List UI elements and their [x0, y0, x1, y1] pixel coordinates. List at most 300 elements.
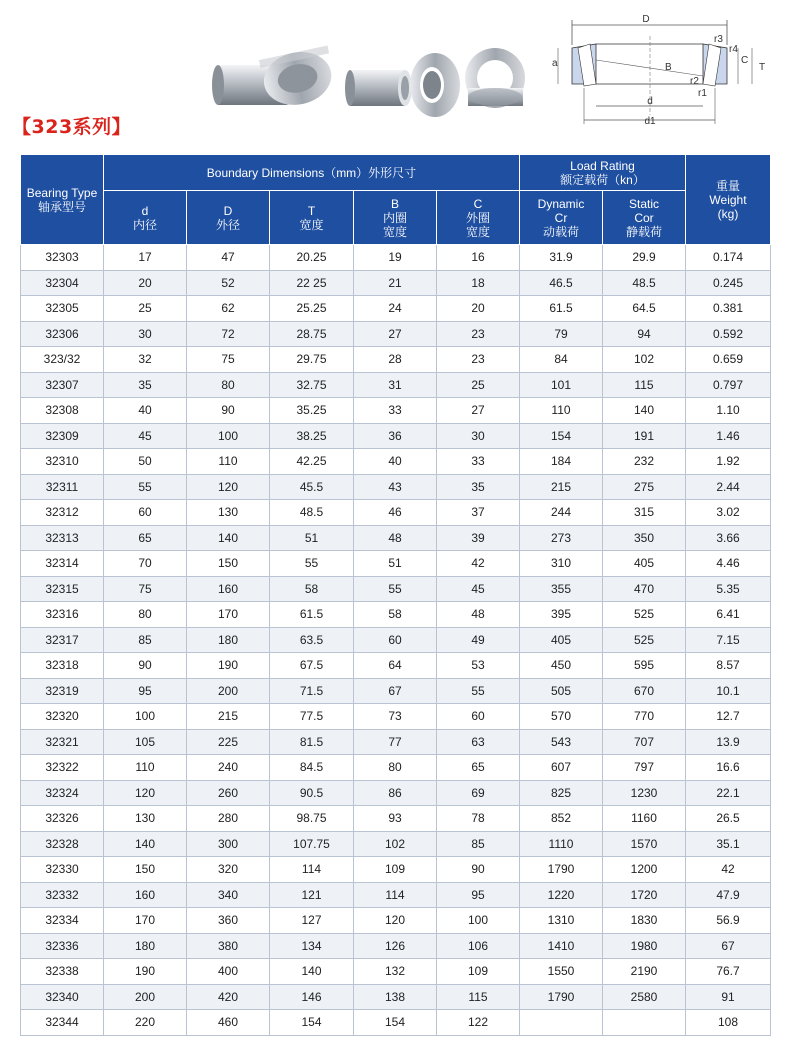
svg-text:T: T — [759, 62, 766, 73]
cell-static-load: 94 — [603, 321, 686, 347]
cell-static-load: 470 — [603, 576, 686, 602]
cell-bearing-type: 32317 — [21, 627, 104, 653]
svg-text:r1: r1 — [698, 88, 707, 99]
cell-width-t: 146 — [270, 984, 354, 1010]
cell-static-load: 2190 — [603, 959, 686, 985]
cell-static-load: 350 — [603, 525, 686, 551]
table-row — [21, 551, 771, 577]
cell-inner-ring-width-b: 138 — [354, 984, 437, 1010]
cell-inner-diameter: 30 — [104, 321, 187, 347]
cell-weight: 3.66 — [686, 525, 771, 551]
cell-bearing-type: 32311 — [21, 474, 104, 500]
cell-dynamic-load: 505 — [520, 678, 603, 704]
cell-inner-ring-width-b: 77 — [354, 729, 437, 755]
cell-weight: 16.6 — [686, 755, 771, 781]
cell-inner-diameter: 17 — [104, 245, 187, 271]
cell-inner-ring-width-b: 21 — [354, 270, 437, 296]
cell-inner-diameter: 140 — [104, 831, 187, 857]
cell-inner-diameter: 160 — [104, 882, 187, 908]
cell-bearing-type: 32321 — [21, 729, 104, 755]
cell-static-load — [603, 1010, 686, 1036]
cell-inner-diameter: 60 — [104, 500, 187, 526]
table-row — [21, 500, 771, 526]
svg-text:a: a — [552, 58, 558, 69]
cell-outer-diameter: 110 — [187, 449, 270, 475]
cell-outer-diameter: 130 — [187, 500, 270, 526]
cell-inner-ring-width-b: 80 — [354, 755, 437, 781]
cell-bearing-type: 32322 — [21, 755, 104, 781]
header-c-label: C 外圈 宽度 — [465, 196, 490, 239]
cell-inner-diameter: 95 — [104, 678, 187, 704]
cell-inner-ring-width-b: 55 — [354, 576, 437, 602]
cell-width-t: 42.25 — [270, 449, 354, 475]
header-t-label: T 宽度 — [299, 203, 324, 232]
cell-outer-diameter: 340 — [187, 882, 270, 908]
cell-width-t: 67.5 — [270, 653, 354, 679]
header-weight — [686, 155, 771, 245]
cell-dynamic-load: 1790 — [520, 857, 603, 883]
table-row — [21, 576, 771, 602]
svg-text:r2: r2 — [690, 76, 699, 87]
cell-inner-ring-width-b: 126 — [354, 933, 437, 959]
cell-static-load: 1200 — [603, 857, 686, 883]
cell-bearing-type: 32334 — [21, 908, 104, 934]
cell-inner-diameter: 110 — [104, 755, 187, 781]
cell-dynamic-load: 215 — [520, 474, 603, 500]
cell-inner-ring-width-b: 48 — [354, 525, 437, 551]
cell-width-t: 77.5 — [270, 704, 354, 730]
cell-inner-ring-width-b: 86 — [354, 780, 437, 806]
cell-width-t: 51 — [270, 525, 354, 551]
cell-width-t: 90.5 — [270, 780, 354, 806]
cell-dynamic-load: 1110 — [520, 831, 603, 857]
cell-inner-diameter: 35 — [104, 372, 187, 398]
cell-inner-ring-width-b: 67 — [354, 678, 437, 704]
cell-weight: 22.1 — [686, 780, 771, 806]
cell-dynamic-load: 46.5 — [520, 270, 603, 296]
specs-table-body — [21, 245, 771, 1036]
cell-weight: 10.1 — [686, 678, 771, 704]
cell-outer-ring-width-c: 42 — [437, 551, 520, 577]
cell-weight: 0.174 — [686, 245, 771, 271]
cell-outer-diameter: 260 — [187, 780, 270, 806]
header-d-label: d 内径 — [132, 203, 157, 232]
cell-static-load: 115 — [603, 372, 686, 398]
cell-inner-ring-width-b: 19 — [354, 245, 437, 271]
cell-outer-ring-width-c: 95 — [437, 882, 520, 908]
cell-weight: 4.46 — [686, 551, 771, 577]
cell-bearing-type: 32344 — [21, 1010, 104, 1036]
header-boundary-dimensions — [104, 155, 520, 191]
bearing-photo-2 — [345, 70, 412, 106]
cell-outer-diameter: 80 — [187, 372, 270, 398]
cell-weight: 0.659 — [686, 347, 771, 373]
cell-outer-diameter: 90 — [187, 398, 270, 424]
cell-outer-diameter: 320 — [187, 857, 270, 883]
cell-inner-diameter: 170 — [104, 908, 187, 934]
cell-weight: 1.92 — [686, 449, 771, 475]
cell-dynamic-load: 154 — [520, 423, 603, 449]
header-outer-d — [187, 191, 270, 245]
cell-dynamic-load: 110 — [520, 398, 603, 424]
cell-static-load: 525 — [603, 627, 686, 653]
cell-dynamic-load: 543 — [520, 729, 603, 755]
cell-inner-ring-width-b: 43 — [354, 474, 437, 500]
cell-bearing-type: 32313 — [21, 525, 104, 551]
table-row — [21, 602, 771, 628]
cell-outer-ring-width-c: 37 — [437, 500, 520, 526]
cell-width-t: 81.5 — [270, 729, 354, 755]
cell-inner-diameter: 75 — [104, 576, 187, 602]
cell-outer-diameter: 200 — [187, 678, 270, 704]
cell-width-t: 22 25 — [270, 270, 354, 296]
cell-inner-diameter: 85 — [104, 627, 187, 653]
cell-width-t: 58 — [270, 576, 354, 602]
cell-inner-ring-width-b: 73 — [354, 704, 437, 730]
cell-bearing-type: 32306 — [21, 321, 104, 347]
cell-dynamic-load: 184 — [520, 449, 603, 475]
cell-outer-ring-width-c: 55 — [437, 678, 520, 704]
cell-inner-ring-width-b: 46 — [354, 500, 437, 526]
cell-width-t: 25.25 — [270, 296, 354, 322]
cell-width-t: 61.5 — [270, 602, 354, 628]
cell-outer-ring-width-c: 63 — [437, 729, 520, 755]
cell-width-t: 127 — [270, 908, 354, 934]
table-row — [21, 321, 771, 347]
cell-outer-ring-width-c: 115 — [437, 984, 520, 1010]
cell-inner-diameter: 70 — [104, 551, 187, 577]
cell-outer-ring-width-c: 35 — [437, 474, 520, 500]
cell-weight: 108 — [686, 1010, 771, 1036]
cell-outer-diameter: 215 — [187, 704, 270, 730]
cell-bearing-type: 32303 — [21, 245, 104, 271]
cell-bearing-type: 32340 — [21, 984, 104, 1010]
table-row — [21, 449, 771, 475]
table-row — [21, 959, 771, 985]
header-cr-label: Dynamic Cr 动载荷 — [537, 196, 585, 239]
cell-inner-diameter: 220 — [104, 1010, 187, 1036]
table-row — [21, 627, 771, 653]
table-row — [21, 933, 771, 959]
cell-bearing-type: 32326 — [21, 806, 104, 832]
cell-outer-diameter: 75 — [187, 347, 270, 373]
cell-width-t: 29.75 — [270, 347, 354, 373]
table-row — [21, 372, 771, 398]
cell-bearing-type: 32315 — [21, 576, 104, 602]
cell-inner-ring-width-b: 27 — [354, 321, 437, 347]
cell-outer-diameter: 47 — [187, 245, 270, 271]
cell-inner-ring-width-b: 40 — [354, 449, 437, 475]
cell-inner-ring-width-b: 64 — [354, 653, 437, 679]
cell-inner-ring-width-b: 102 — [354, 831, 437, 857]
table-row — [21, 882, 771, 908]
cell-outer-diameter: 420 — [187, 984, 270, 1010]
cell-outer-diameter: 380 — [187, 933, 270, 959]
cell-weight: 76.7 — [686, 959, 771, 985]
cell-static-load: 707 — [603, 729, 686, 755]
cell-outer-diameter: 280 — [187, 806, 270, 832]
bearing-cross-section-diagram — [552, 14, 765, 127]
cell-dynamic-load: 570 — [520, 704, 603, 730]
cell-bearing-type: 32324 — [21, 780, 104, 806]
cell-dynamic-load: 61.5 — [520, 296, 603, 322]
table-row — [21, 678, 771, 704]
cell-outer-diameter: 52 — [187, 270, 270, 296]
cell-dynamic-load: 405 — [520, 627, 603, 653]
cell-dynamic-load: 244 — [520, 500, 603, 526]
cell-weight: 6.41 — [686, 602, 771, 628]
cell-outer-ring-width-c: 25 — [437, 372, 520, 398]
cell-outer-ring-width-c: 106 — [437, 933, 520, 959]
cell-dynamic-load: 450 — [520, 653, 603, 679]
cell-outer-diameter: 300 — [187, 831, 270, 857]
cell-weight: 1.10 — [686, 398, 771, 424]
table-row — [21, 423, 771, 449]
cell-bearing-type: 32316 — [21, 602, 104, 628]
table-row — [21, 780, 771, 806]
cell-outer-ring-width-c: 49 — [437, 627, 520, 653]
cell-dynamic-load: 825 — [520, 780, 603, 806]
table-row — [21, 245, 771, 271]
bearing-photo-4 — [465, 48, 525, 108]
cell-inner-diameter: 120 — [104, 780, 187, 806]
cell-dynamic-load: 31.9 — [520, 245, 603, 271]
cell-outer-ring-width-c: 85 — [437, 831, 520, 857]
cell-bearing-type: 32309 — [21, 423, 104, 449]
cell-width-t: 71.5 — [270, 678, 354, 704]
cell-inner-ring-width-b: 154 — [354, 1010, 437, 1036]
cell-outer-ring-width-c: 65 — [437, 755, 520, 781]
cell-weight: 5.35 — [686, 576, 771, 602]
cell-inner-diameter: 90 — [104, 653, 187, 679]
cell-static-load: 2580 — [603, 984, 686, 1010]
table-row — [21, 704, 771, 730]
table-row — [21, 347, 771, 373]
table-row — [21, 806, 771, 832]
cell-outer-diameter: 160 — [187, 576, 270, 602]
cell-outer-diameter: 240 — [187, 755, 270, 781]
cell-inner-diameter: 55 — [104, 474, 187, 500]
cell-outer-diameter: 100 — [187, 423, 270, 449]
cell-inner-diameter: 150 — [104, 857, 187, 883]
specs-table-container — [20, 154, 770, 1036]
cell-width-t: 134 — [270, 933, 354, 959]
cell-weight: 0.381 — [686, 296, 771, 322]
cell-inner-ring-width-b: 31 — [354, 372, 437, 398]
cell-width-t: 28.75 — [270, 321, 354, 347]
cell-dynamic-load: 852 — [520, 806, 603, 832]
table-row — [21, 474, 771, 500]
cell-outer-ring-width-c: 27 — [437, 398, 520, 424]
cell-inner-diameter: 190 — [104, 959, 187, 985]
cell-bearing-type: 32318 — [21, 653, 104, 679]
table-row — [21, 755, 771, 781]
cell-bearing-type: 32338 — [21, 959, 104, 985]
cell-dynamic-load: 273 — [520, 525, 603, 551]
cell-outer-ring-width-c: 30 — [437, 423, 520, 449]
cell-weight: 12.7 — [686, 704, 771, 730]
cell-width-t: 48.5 — [270, 500, 354, 526]
cell-outer-diameter: 400 — [187, 959, 270, 985]
cell-dynamic-load: 1310 — [520, 908, 603, 934]
svg-text:D: D — [642, 14, 650, 25]
cell-static-load: 102 — [603, 347, 686, 373]
cell-weight: 56.9 — [686, 908, 771, 934]
cell-width-t: 63.5 — [270, 627, 354, 653]
table-row — [21, 831, 771, 857]
table-row — [21, 270, 771, 296]
cell-width-t: 38.25 — [270, 423, 354, 449]
cell-bearing-type: 32312 — [21, 500, 104, 526]
cell-outer-diameter: 460 — [187, 1010, 270, 1036]
cell-outer-ring-width-c: 45 — [437, 576, 520, 602]
header-cor-label: Static Cor 静载荷 — [625, 196, 662, 239]
cell-static-load: 405 — [603, 551, 686, 577]
cell-static-load: 275 — [603, 474, 686, 500]
header-d — [104, 191, 187, 245]
series-title: 【323系列】 — [12, 116, 132, 138]
cell-outer-ring-width-c: 122 — [437, 1010, 520, 1036]
table-row — [21, 653, 771, 679]
table-row — [21, 857, 771, 883]
cell-dynamic-load — [520, 1010, 603, 1036]
cell-weight: 42 — [686, 857, 771, 883]
cell-weight: 7.15 — [686, 627, 771, 653]
cell-inner-ring-width-b: 33 — [354, 398, 437, 424]
cell-dynamic-load: 310 — [520, 551, 603, 577]
cell-static-load: 1720 — [603, 882, 686, 908]
cell-dynamic-load: 607 — [520, 755, 603, 781]
cell-outer-ring-width-c: 18 — [437, 270, 520, 296]
cell-bearing-type: 32308 — [21, 398, 104, 424]
cell-dynamic-load: 1550 — [520, 959, 603, 985]
cell-outer-diameter: 62 — [187, 296, 270, 322]
svg-text:r4: r4 — [729, 44, 738, 55]
cell-outer-ring-width-c: 16 — [437, 245, 520, 271]
cell-inner-diameter: 65 — [104, 525, 187, 551]
table-row — [21, 1010, 771, 1036]
cell-bearing-type: 32307 — [21, 372, 104, 398]
cell-static-load: 29.9 — [603, 245, 686, 271]
cell-dynamic-load: 79 — [520, 321, 603, 347]
cell-static-load: 232 — [603, 449, 686, 475]
cell-width-t: 84.5 — [270, 755, 354, 781]
cell-inner-ring-width-b: 28 — [354, 347, 437, 373]
header-bearing-type-label: Bearing Type 轴承型号 — [26, 185, 98, 214]
cell-outer-ring-width-c: 78 — [437, 806, 520, 832]
table-row — [21, 729, 771, 755]
cell-inner-ring-width-b: 114 — [354, 882, 437, 908]
table-row — [21, 296, 771, 322]
bearing-specs-table — [20, 154, 771, 1036]
cell-weight: 91 — [686, 984, 771, 1010]
cell-width-t: 20.25 — [270, 245, 354, 271]
cell-outer-diameter: 180 — [187, 627, 270, 653]
cell-inner-diameter: 180 — [104, 933, 187, 959]
cell-static-load: 48.5 — [603, 270, 686, 296]
cell-static-load: 64.5 — [603, 296, 686, 322]
cell-outer-diameter: 140 — [187, 525, 270, 551]
cell-static-load: 315 — [603, 500, 686, 526]
cell-weight: 3.02 — [686, 500, 771, 526]
cell-static-load: 1230 — [603, 780, 686, 806]
cell-static-load: 1570 — [603, 831, 686, 857]
cell-width-t: 114 — [270, 857, 354, 883]
cell-bearing-type: 32320 — [21, 704, 104, 730]
cell-outer-ring-width-c: 39 — [437, 525, 520, 551]
cell-outer-diameter: 170 — [187, 602, 270, 628]
cell-static-load: 670 — [603, 678, 686, 704]
cell-width-t: 32.75 — [270, 372, 354, 398]
header-load-label: Load Rating 额定载荷（kn） — [560, 158, 645, 187]
svg-text:r3: r3 — [714, 34, 723, 45]
cell-inner-diameter: 105 — [104, 729, 187, 755]
cell-dynamic-load: 84 — [520, 347, 603, 373]
cell-outer-ring-width-c: 100 — [437, 908, 520, 934]
svg-text:B: B — [665, 62, 672, 73]
table-row — [21, 398, 771, 424]
cell-static-load: 1160 — [603, 806, 686, 832]
cell-dynamic-load: 1410 — [520, 933, 603, 959]
header-outer-d-label: D 外径 — [215, 203, 240, 232]
cell-outer-diameter: 150 — [187, 551, 270, 577]
cell-dynamic-load: 395 — [520, 602, 603, 628]
cell-inner-diameter: 130 — [104, 806, 187, 832]
cell-outer-ring-width-c: 90 — [437, 857, 520, 883]
cell-inner-diameter: 45 — [104, 423, 187, 449]
cell-outer-diameter: 360 — [187, 908, 270, 934]
cell-outer-ring-width-c: 53 — [437, 653, 520, 679]
cell-static-load: 797 — [603, 755, 686, 781]
cell-dynamic-load: 1220 — [520, 882, 603, 908]
cell-width-t: 35.25 — [270, 398, 354, 424]
bearing-photo-3 — [410, 53, 460, 117]
cell-weight: 26.5 — [686, 806, 771, 832]
table-row — [21, 984, 771, 1010]
cell-outer-ring-width-c: 33 — [437, 449, 520, 475]
cell-outer-ring-width-c: 23 — [437, 347, 520, 373]
cell-static-load: 525 — [603, 602, 686, 628]
cell-bearing-type: 323/32 — [21, 347, 104, 373]
svg-text:d: d — [647, 96, 653, 107]
cell-inner-diameter: 25 — [104, 296, 187, 322]
cell-outer-diameter: 72 — [187, 321, 270, 347]
cell-inner-diameter: 80 — [104, 602, 187, 628]
bearing-photo-1 — [212, 46, 338, 111]
cell-weight: 13.9 — [686, 729, 771, 755]
cell-weight: 0.797 — [686, 372, 771, 398]
cell-inner-ring-width-b: 58 — [354, 602, 437, 628]
cell-bearing-type: 32304 — [21, 270, 104, 296]
header-b-label: B 内圈 宽度 — [382, 196, 407, 239]
cell-bearing-type: 32336 — [21, 933, 104, 959]
cell-inner-diameter: 40 — [104, 398, 187, 424]
cell-weight: 0.245 — [686, 270, 771, 296]
cell-width-t: 107.75 — [270, 831, 354, 857]
cell-inner-ring-width-b: 24 — [354, 296, 437, 322]
cell-dynamic-load: 1790 — [520, 984, 603, 1010]
cell-bearing-type: 32314 — [21, 551, 104, 577]
cell-static-load: 1830 — [603, 908, 686, 934]
cell-inner-ring-width-b: 51 — [354, 551, 437, 577]
cell-outer-ring-width-c: 109 — [437, 959, 520, 985]
cell-dynamic-load: 355 — [520, 576, 603, 602]
header-bearing-type — [21, 155, 104, 245]
cell-outer-diameter: 225 — [187, 729, 270, 755]
cell-weight: 35.1 — [686, 831, 771, 857]
cell-static-load: 140 — [603, 398, 686, 424]
header-dynamic-cr — [520, 191, 603, 245]
